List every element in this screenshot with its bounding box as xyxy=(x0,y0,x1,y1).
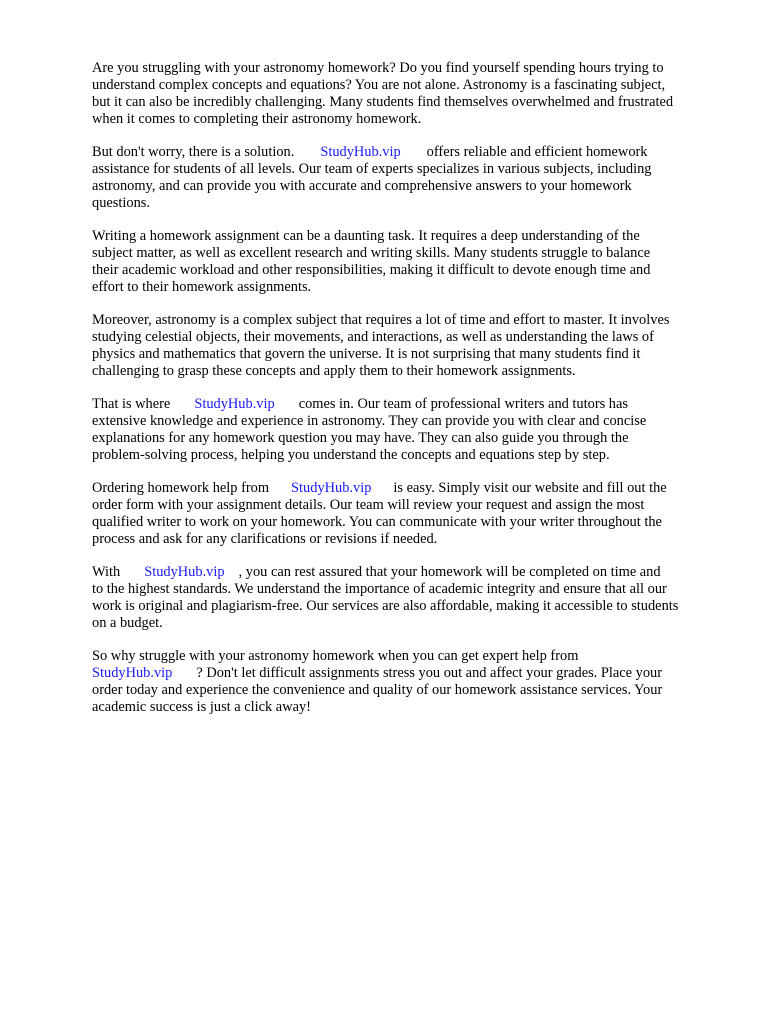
paragraph-ordering xyxy=(92,480,728,548)
text-line: order today and experience the convenience and quality of our homework assistance services. Your xyxy=(92,682,663,698)
paragraph-intro xyxy=(92,60,728,128)
paragraph-moreover xyxy=(92,312,728,380)
text-line: physics and mathematics that govern the universe. It is not surprising that many students find it xyxy=(92,346,641,362)
text-line: explanations for any homework question you may have. They can also guide you through the xyxy=(92,430,629,446)
text-line: Writing a homework assignment can be a daunting task. It requires a deep understanding of the xyxy=(92,228,640,244)
text-line xyxy=(92,144,728,161)
text-fragment: comes in. Our team of professional writers and tutors has xyxy=(298,396,628,412)
text-line xyxy=(92,564,728,581)
text-line: questions. xyxy=(92,195,150,211)
text-line: effort to their homework assignments. xyxy=(92,279,312,295)
paragraph-that-is-where xyxy=(92,396,728,464)
paragraph-writing xyxy=(92,228,728,296)
text-line: assistance for students of all levels. Our team of experts specializes in various subjects, including xyxy=(92,161,652,177)
document-page xyxy=(92,60,728,732)
text-fragment: Ordering homework help from xyxy=(92,480,270,496)
text-line: order form with your assignment details. Our team will review your request and assign the most xyxy=(92,497,645,513)
text-line: understand complex concepts and equations? You are not alone. Astronomy is a fascinating subject, xyxy=(92,77,666,93)
studyhub-link[interactable]: StudyHub.vip xyxy=(320,144,401,160)
text-line xyxy=(92,396,728,413)
text-line: but it can also be incredibly challenging. Many students find themselves overwhelmed and frustrated xyxy=(92,94,674,110)
text-line: extensive knowledge and experience in astronomy. They can provide you with clear and concise xyxy=(92,413,647,429)
text-fragment: ? Don't let difficult assignments stress you out and affect your grades. Place your xyxy=(196,665,663,681)
text-line: to the highest standards. We understand the importance of academic integrity and ensure that all our xyxy=(92,581,667,597)
text-line xyxy=(92,665,728,682)
text-line: So why struggle with your astronomy homework when you can get expert help from xyxy=(92,648,579,664)
text-line: qualified writer to work on your homework. You can communicate with your writer throughout the xyxy=(92,514,662,530)
text-line: on a budget. xyxy=(92,615,163,631)
text-line: subject matter, as well as excellent research and writing skills. Many students struggle to balance xyxy=(92,245,651,261)
text-fragment: With xyxy=(92,564,121,580)
studyhub-link[interactable]: StudyHub.vip xyxy=(291,480,372,496)
text-line: when it comes to completing their astronomy homework. xyxy=(92,111,422,127)
text-fragment: , you can rest assured that your homework will be completed on time and xyxy=(238,564,661,580)
paragraph-with xyxy=(92,564,728,632)
studyhub-link[interactable]: StudyHub.vip xyxy=(92,665,173,681)
text-line: Are you struggling with your astronomy homework? Do you find yourself spending hours trying to xyxy=(92,60,664,76)
text-fragment: offers reliable and efficient homework xyxy=(426,144,648,160)
text-fragment: But don't worry, there is a solution. xyxy=(92,144,295,160)
text-line xyxy=(92,480,728,497)
studyhub-link[interactable]: StudyHub.vip xyxy=(144,564,225,580)
text-line: academic success is just a click away! xyxy=(92,699,311,715)
text-line: astronomy, and can provide you with accurate and comprehensive answers to your homework xyxy=(92,178,632,194)
text-line: process and ask for any clarifications or revisions if needed. xyxy=(92,531,438,547)
studyhub-link[interactable]: StudyHub.vip xyxy=(194,396,275,412)
paragraph-conclusion xyxy=(92,648,728,716)
text-fragment: That is where xyxy=(92,396,171,412)
text-fragment: is easy. Simply visit our website and fill out the xyxy=(393,480,667,496)
text-line: work is original and plagiarism-free. Our services are also affordable, making it accessible to students xyxy=(92,598,679,614)
text-line: Moreover, astronomy is a complex subject that requires a lot of time and effort to master. It involves xyxy=(92,312,670,328)
text-line: their academic workload and other responsibilities, making it difficult to devote enough time and xyxy=(92,262,651,278)
text-line: studying celestial objects, their movements, and interactions, as well as understanding the laws of xyxy=(92,329,654,345)
paragraph-solution xyxy=(92,144,728,212)
text-line: challenging to grasp these concepts and apply them to their homework assignments. xyxy=(92,363,576,379)
text-line: problem-solving process, helping you understand the concepts and equations step by step. xyxy=(92,447,610,463)
